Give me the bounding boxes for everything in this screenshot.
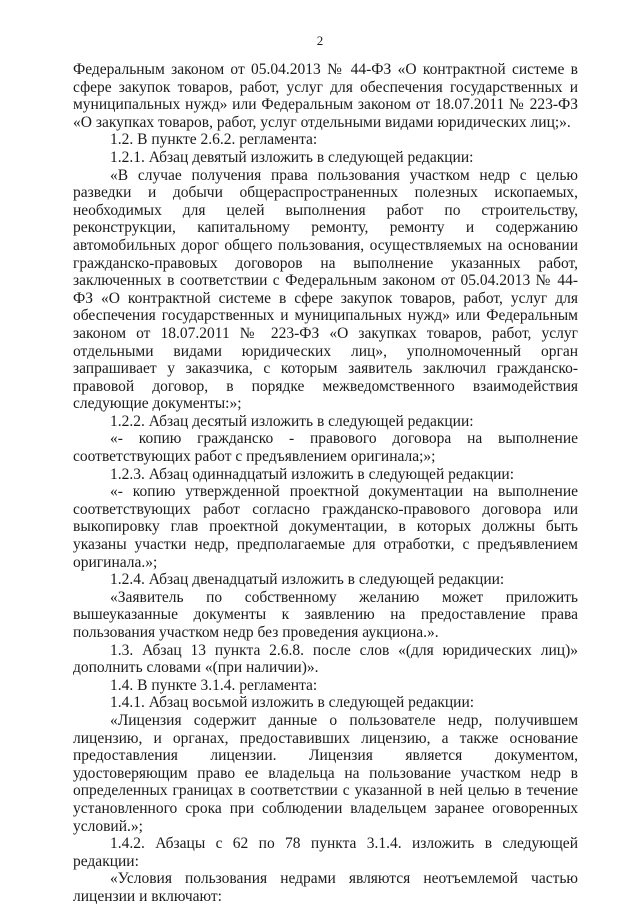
document-body <box>73 61 578 906</box>
paragraph-quote-1-2-1: «В случае получения права пользования участком недр с целью разведки и добычи общераспространенных полезных ископаемых, необходимых для целей выполнения работ по строительству, реконструкции, капитальному ремонту, ремонту и содержанию автомобильных дорог общего пользования, осуществляемых на основании гражданско-правовых договоров на выполнение указанных работ, заключенных в соответствии с Федеральным законом от 05.04.2013 № 44-ФЗ «О контрактной системе в сфере закупок товаров, работ, услуг для обеспечения государственных и муниципальных нужд» или Федеральным законом от 18.07.2011 № 223-ФЗ «О закупках товаров, работ, услуг отдельными видами юридических лиц», уполномоченный орган запрашивает у заказчика, с которым заявитель заключил гражданско-правовой договор, в порядке межведомственного взаимодействия следующие документы:»; <box>73 166 578 413</box>
paragraph-quote-1-2-2: «- копию гражданско - правового договора на выполнение соответствующих работ с предъявлением оригинала;»; <box>73 430 578 466</box>
paragraph-item-1-2-3: 1.2.3. Абзац одиннадцатый изложить в следующей редакции: <box>110 465 515 483</box>
paragraph-quote-1-2-3: «- копию утвержденной проектной документации на выполнение соответствующих работ согласно гражданско-правового договора или выкопировку глав проектной документации, в которых должны быть указаны участки недр, предполагаемые для отработки, с предъявлением оригинала.»; <box>73 483 578 571</box>
paragraph-item-1-4-1: 1.4.1. Абзац восьмой изложить в следующей редакции: <box>110 694 475 712</box>
paragraph-item-1-2-4: 1.2.4. Абзац двенадцатый изложить в следующей редакции: <box>110 571 505 589</box>
paragraph-item-1-2-1: 1.2.1. Абзац девятый изложить в следующей редакции: <box>110 148 474 166</box>
paragraph-quote-1-2-4: «Заявитель по собственному желанию может приложить вышеуказанные документы к заявлению на предоставление права пользования участком недр без проведения аукциона.». <box>73 588 578 641</box>
paragraph-item-1-3: 1.3. Абзац 13 пункта 2.6.8. после слов «(для юридических лиц)» дополнить словами «(при наличии)». <box>73 641 578 677</box>
page-number: 2 <box>316 33 324 48</box>
paragraph-quote-1-4-1: «Лицензия содержит данные о пользователе недр, получившем лицензию, и органах, предоставивших лицензию, а также основание предоставления лицензии. Лицензия является документом, удостоверяющим право ее владельца на пользование участком недр в определенных границах в соответствии с указанной в ней целью в течение установленного срока при соблюдении владельцем заранее оговоренных условий.»; <box>73 711 578 835</box>
paragraph-item-1-2: 1.2. В пункте 2.6.2. регламента: <box>110 131 318 149</box>
paragraph-item-1-2-2: 1.2.2. Абзац десятый изложить в следующей редакции: <box>110 412 474 430</box>
paragraph-item-1-4-2: 1.4.2. Абзацы с 62 по 78 пункта 3.1.4. изложить в следующей редакции: <box>73 835 578 870</box>
paragraph-continuation: Федеральным законом от 05.04.2013 № 44-ФЗ «О контрактной системе в сфере закупок товаров, работ, услуг для обеспечения государственных и муниципальных нужд» или Федеральным законом от 18.07.2011 № 223-ФЗ «О закупках товаров, работ, услуг отдельными видами юридических лиц;». <box>73 61 578 131</box>
paragraph-item-1-4: 1.4. В пункте 3.1.4. регламента: <box>110 676 318 694</box>
paragraph-quote-1-4-2: «Условия пользования недрами являются неотъемлемой частью лицензии и включают: <box>73 870 578 905</box>
